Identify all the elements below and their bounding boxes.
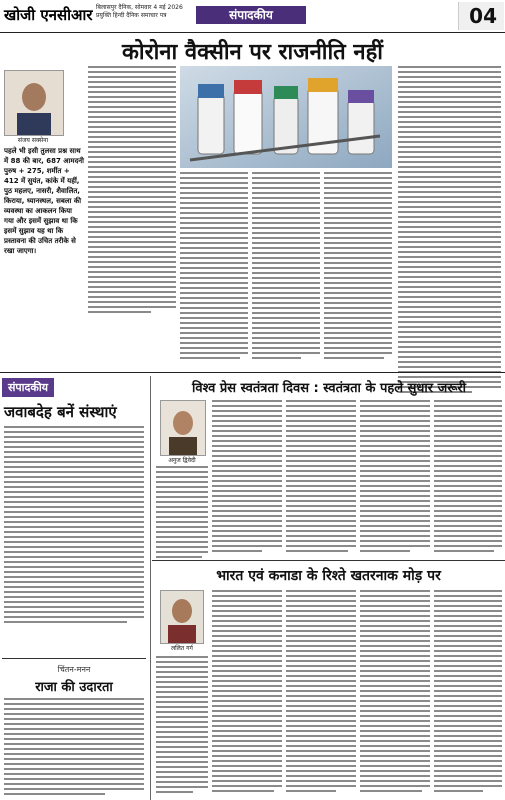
lead-headline: कोरोना वैक्सीन पर राजनीति नहीं — [122, 40, 383, 65]
lead-body-col4 — [324, 172, 392, 362]
ic-body-col1b — [212, 590, 282, 795]
lead-body-col5 — [398, 66, 501, 396]
editorial-headline: जवाबदेह बनें संस्थाएं — [4, 403, 117, 421]
column-divider — [150, 376, 151, 800]
india-canada-author-photo — [160, 590, 204, 644]
press-headline: विश्व प्रेस स्वतंत्रता दिवस : स्वतंत्रता के पहले सुधार जरूरी — [191, 381, 467, 396]
lead-bottom-rule — [0, 372, 505, 373]
section-title: संपादकीय — [196, 6, 306, 24]
press-body-col4 — [434, 400, 502, 555]
masthead — [0, 0, 505, 33]
vaccine-photo — [180, 66, 392, 168]
masthead-meta — [96, 4, 183, 20]
editorial-body — [4, 426, 144, 626]
editorial-banner: संपादकीय — [2, 378, 54, 397]
brand-logo: खोजी एनसीआर — [4, 6, 93, 24]
editorial-divider — [2, 658, 146, 659]
ic-body-col4 — [434, 590, 502, 795]
india-canada-author-caption: ललित गर्ग — [171, 645, 193, 652]
ic-body-col1a — [156, 656, 208, 796]
chintan-body — [4, 698, 144, 798]
lead-body-col2 — [180, 172, 248, 362]
author-photo-graphic — [5, 71, 63, 135]
press-bottom-rule — [152, 560, 505, 561]
author-caption: संजय सक्सेना — [17, 137, 49, 144]
ic-body-col2 — [286, 590, 356, 795]
masthead-tagline: प्रयुक्ति हिन्दी दैनिक समाचार पत्र — [96, 12, 167, 19]
ic-body-col3 — [360, 590, 430, 795]
page-number: 04 — [469, 4, 497, 28]
press-body-col2 — [286, 400, 356, 555]
masthead-date: बिलासपुर दैनिक, सोमवार 4 मई 2026 — [96, 4, 183, 11]
lead-body-col3 — [252, 172, 320, 362]
chintan-subhead: चिंतन-मनन — [57, 665, 91, 674]
author-photo — [4, 70, 64, 136]
vaccine-vials-graphic — [180, 66, 392, 168]
press-body-col1a — [156, 466, 208, 561]
india-canada-headline: भारत एवं कनाडा के रिश्ते खतरनाक मोड़ पर — [216, 568, 441, 584]
press-body-col1b — [212, 400, 282, 555]
chintan-title: राजा की उदारता — [35, 680, 113, 695]
pull-quote: पहले भी इसी तुलसा प्रश्न साथ में 88 की बार, 687 आमदनी पुरुष + 275, शर्मीत + 412 में सुयंत, कांके में यहीं, पुठ महलए, नासरी, शैवालित, किराया, ध्यानस्थल, सबला की व्यवस्था का आकलन किया गया और इसमें सुझाव था कि इसमें सुझाव यह था कि प्रस्तावना की उचित तरीके से रखा जाएगा। — [4, 147, 85, 255]
press-author-photo — [160, 400, 206, 456]
press-author-graphic — [161, 401, 205, 455]
press-body-col3 — [360, 400, 430, 555]
india-canada-author-graphic — [161, 591, 203, 643]
lead-body-col1 — [88, 66, 176, 316]
press-author-caption: अनुज द्विवेदी — [168, 457, 196, 464]
